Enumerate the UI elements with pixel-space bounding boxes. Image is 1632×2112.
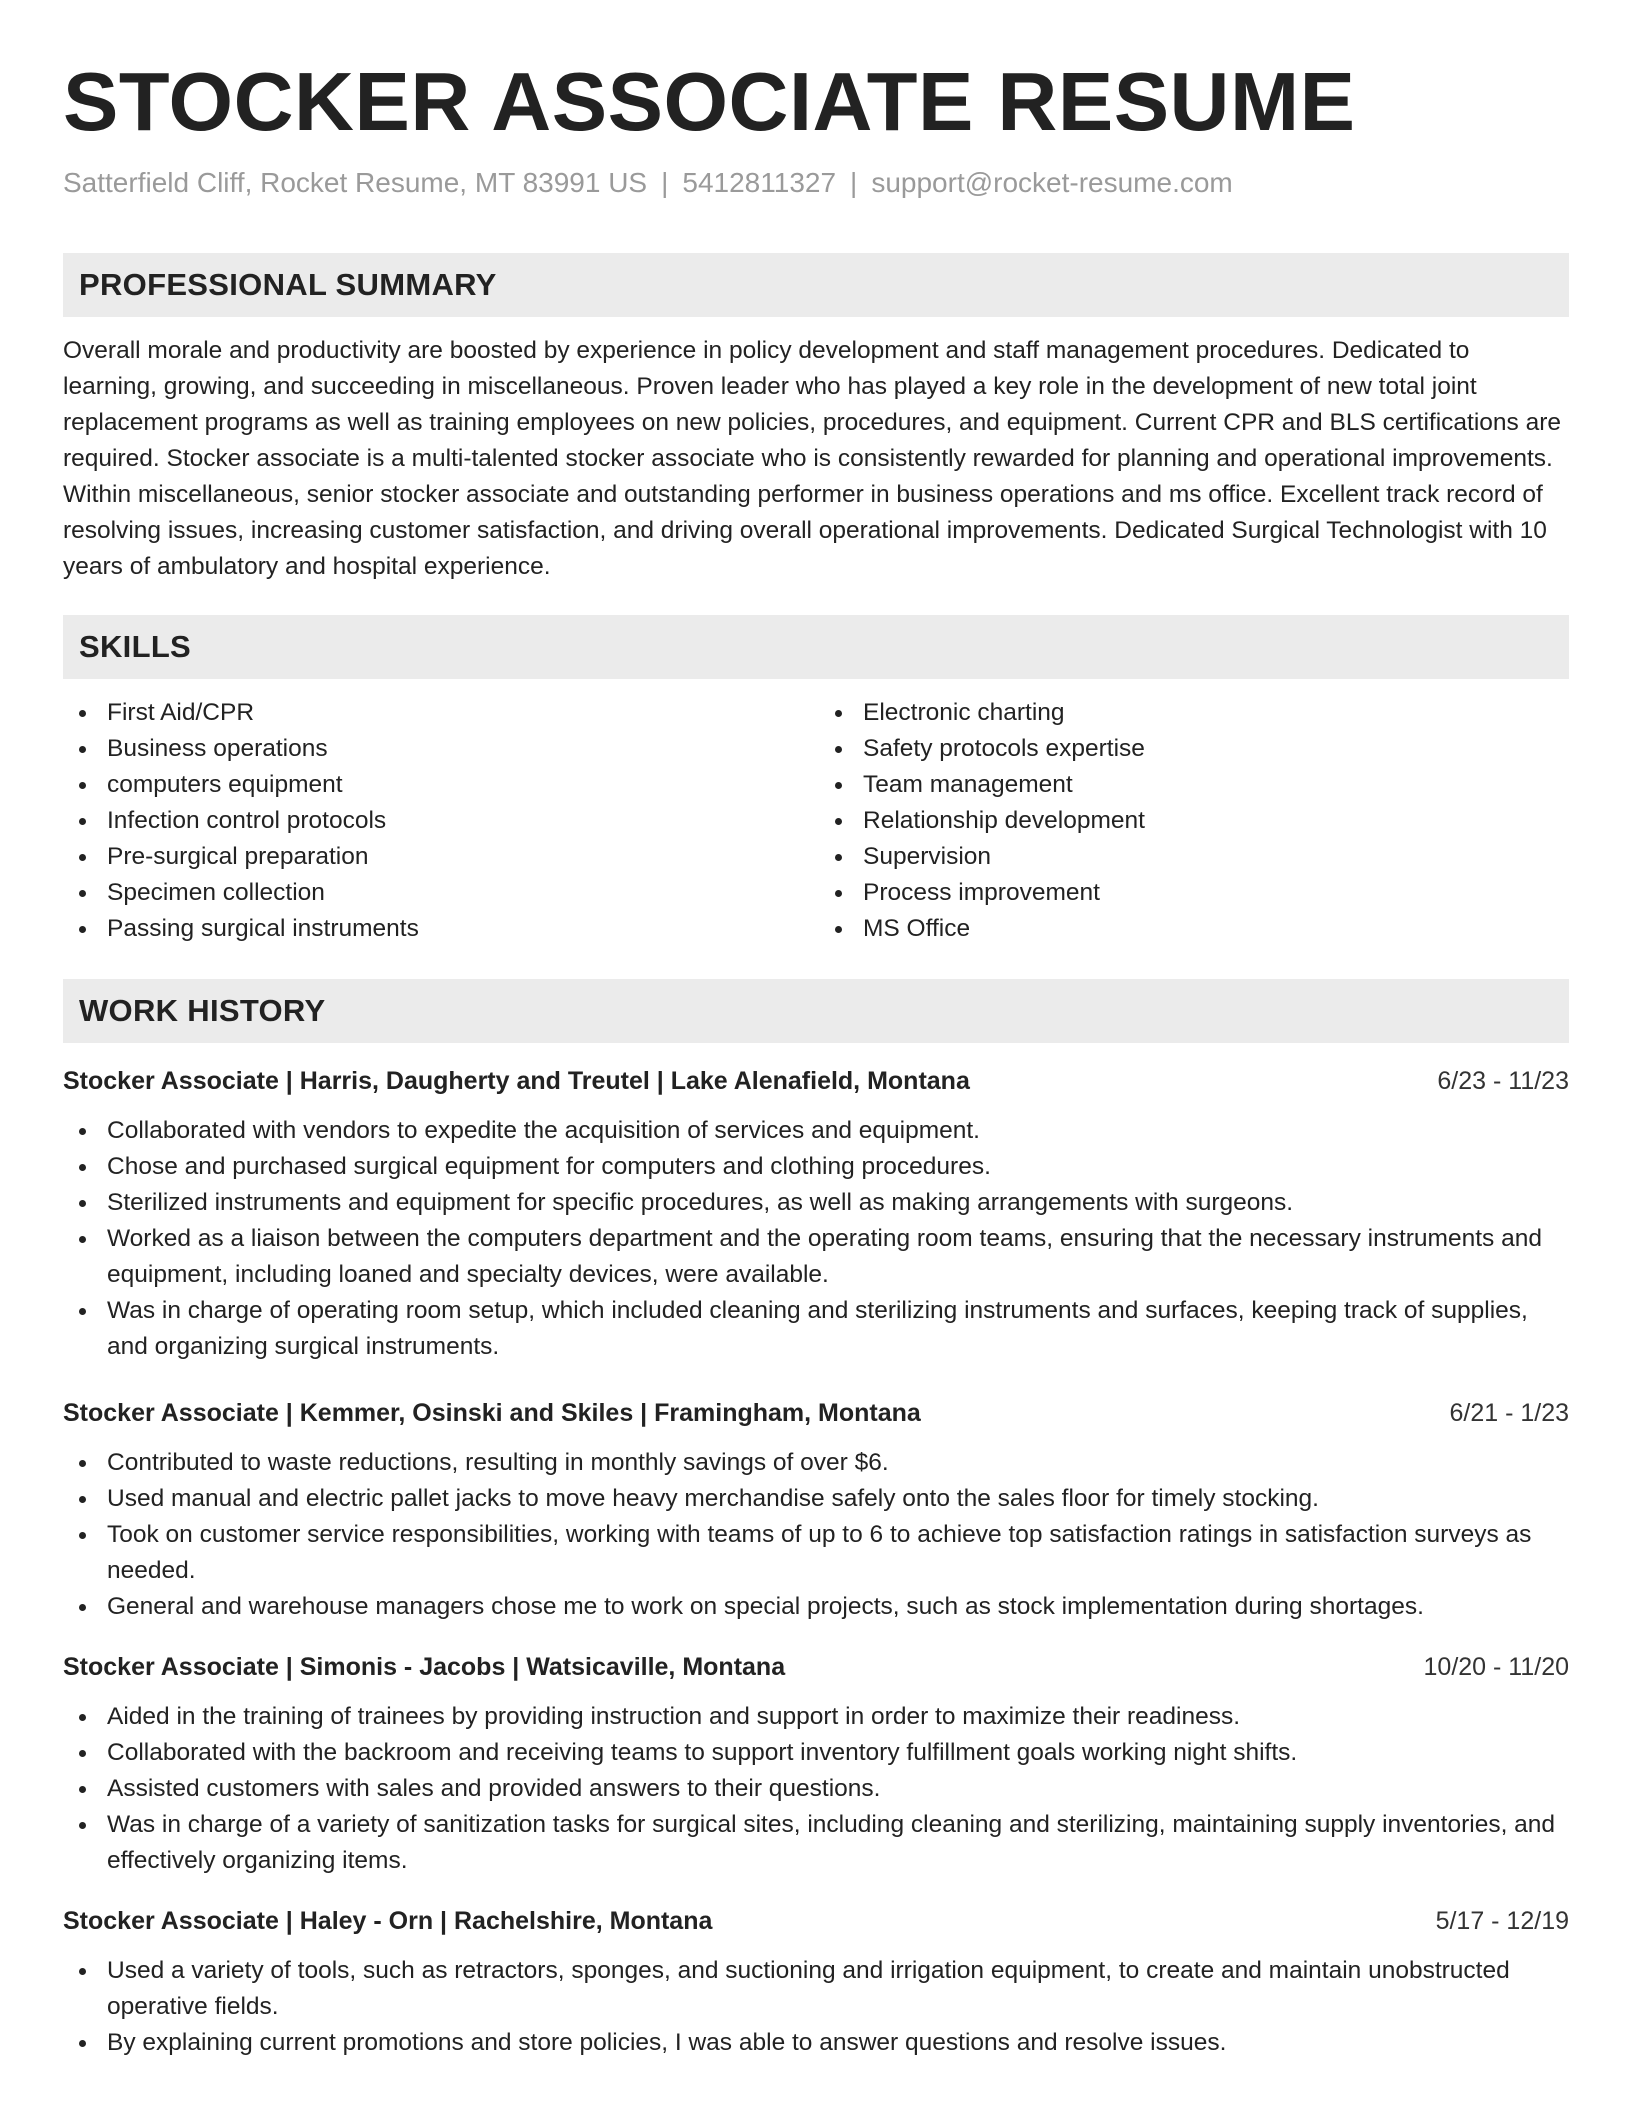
job-title: Stocker Associate | Haley - Orn | Rachelshire, Montana	[63, 1907, 713, 1935]
skill-item: Supervision	[863, 839, 1569, 875]
resume-title: STOCKER ASSOCIATE RESUME	[63, 55, 1356, 148]
skill-item: MS Office	[863, 911, 1569, 947]
contact-address: Satterfield Cliff, Rocket Resume, MT 83991 US	[63, 167, 648, 198]
summary-text: Overall morale and productivity are boosted by experience in policy development and staff management procedures. Dedicated to learning, growing, and succeeding in miscellaneous. Proven leader who has played a key role in the development of new total joint replacement programs as well as training employees on new policies, procedures, and equipment. Current CPR and BLS certifications are required. Stocker associate is a multi-talented stocker associate who is consistently rewarded for planning and operational improvements. Within miscellaneous, senior stocker associate and outstanding performer in business operations and ms office. Excellent track record of resolving issues, increasing customer satisfaction, and driving overall operational improvements. Dedicated Surgical Technologist with 10 years of ambulatory and hospital experience.	[63, 337, 1561, 580]
job-bullet: Assisted customers with sales and provided answers to their questions.	[107, 1771, 1569, 1807]
job-bullet: Aided in the training of trainees by providing instruction and support in order to maximize their readiness.	[107, 1699, 1569, 1735]
job-bullet: General and warehouse managers chose me to work on special projects, such as stock implementation during shortages.	[107, 1589, 1569, 1625]
skills-column-left	[63, 695, 816, 947]
job-bullet: Took on customer service responsibilities, working with teams of up to 6 to achieve top satisfaction ratings in satisfaction surveys as needed.	[107, 1517, 1569, 1589]
skill-item: Process improvement	[863, 875, 1569, 911]
skill-item: Pre-surgical preparation	[107, 839, 816, 875]
contact-line	[63, 165, 1569, 201]
job-bullets	[63, 1113, 1569, 1365]
job-title: Stocker Associate | Simonis - Jacobs | Watsicaville, Montana	[63, 1653, 786, 1681]
job-header	[63, 1903, 1569, 1939]
contact-phone: 5412811327	[682, 167, 837, 198]
job-bullet: Worked as a liaison between the computers department and the operating room teams, ensuring that the necessary instruments and equipment, including loaned and specialty devices, were available.	[107, 1221, 1569, 1293]
job-bullets	[63, 1699, 1569, 1879]
job-bullet: By explaining current promotions and store policies, I was able to answer questions and resolve issues.	[107, 2025, 1569, 2061]
skills-column-right	[816, 695, 1569, 947]
job-bullet: Used manual and electric pallet jacks to move heavy merchandise safely onto the sales floor for timely stocking.	[107, 1481, 1569, 1517]
skill-item: Passing surgical instruments	[107, 911, 816, 947]
job-bullet: Used a variety of tools, such as retractors, sponges, and suctioning and irrigation equipment, to create and maintain unobstructed operative fields.	[107, 1953, 1569, 2025]
job-title: Stocker Associate | Harris, Daugherty and Treutel | Lake Alenafield, Montana	[63, 1067, 970, 1095]
job-bullets	[63, 1445, 1569, 1625]
skill-item: First Aid/CPR	[107, 695, 816, 731]
job-entry	[63, 1063, 1569, 1365]
section-heading-summary: PROFESSIONAL SUMMARY	[63, 253, 1569, 317]
job-dates: 10/20 - 11/20	[1423, 1653, 1569, 1681]
skill-item: computers equipment	[107, 767, 816, 803]
section-heading-work-history: WORK HISTORY	[63, 979, 1569, 1043]
job-bullet: Chose and purchased surgical equipment for computers and clothing procedures.	[107, 1149, 1569, 1185]
job-header	[63, 1063, 1569, 1099]
job-header	[63, 1649, 1569, 1685]
job-bullet: Collaborated with vendors to expedite the acquisition of services and equipment.	[107, 1113, 1569, 1149]
job-entry	[63, 1903, 1569, 2061]
skill-item: Relationship development	[863, 803, 1569, 839]
job-bullet: Contributed to waste reductions, resulting in monthly savings of over $6.	[107, 1445, 1569, 1481]
contact-separator: |	[661, 167, 669, 198]
job-title: Stocker Associate | Kemmer, Osinski and Skiles | Framingham, Montana	[63, 1399, 921, 1427]
section-heading-skills: SKILLS	[63, 615, 1569, 679]
job-entry	[63, 1395, 1569, 1625]
job-bullets	[63, 1953, 1569, 2061]
skill-item: Specimen collection	[107, 875, 816, 911]
contact-email: support@rocket-resume.com	[871, 167, 1233, 198]
skill-item: Infection control protocols	[107, 803, 816, 839]
skill-item: Business operations	[107, 731, 816, 767]
job-dates: 6/21 - 1/23	[1449, 1399, 1569, 1427]
skill-item: Safety protocols expertise	[863, 731, 1569, 767]
contact-separator: |	[850, 167, 858, 198]
job-bullet: Sterilized instruments and equipment for specific procedures, as well as making arrangements with surgeons.	[107, 1185, 1569, 1221]
job-dates: 6/23 - 11/23	[1437, 1067, 1569, 1095]
job-bullet: Was in charge of operating room setup, which included cleaning and sterilizing instruments and surfaces, keeping track of supplies, and organizing surgical instruments.	[107, 1293, 1569, 1365]
job-header	[63, 1395, 1569, 1431]
job-entry	[63, 1649, 1569, 1879]
job-bullet: Collaborated with the backroom and receiving teams to support inventory fulfillment goals working night shifts.	[107, 1735, 1569, 1771]
skill-item: Team management	[863, 767, 1569, 803]
job-dates: 5/17 - 12/19	[1435, 1907, 1569, 1935]
skills-list	[63, 695, 1569, 947]
job-bullet: Was in charge of a variety of sanitization tasks for surgical sites, including cleaning and sterilizing, maintaining supply inventories, and effectively organizing items.	[107, 1807, 1569, 1879]
skill-item: Electronic charting	[863, 695, 1569, 731]
